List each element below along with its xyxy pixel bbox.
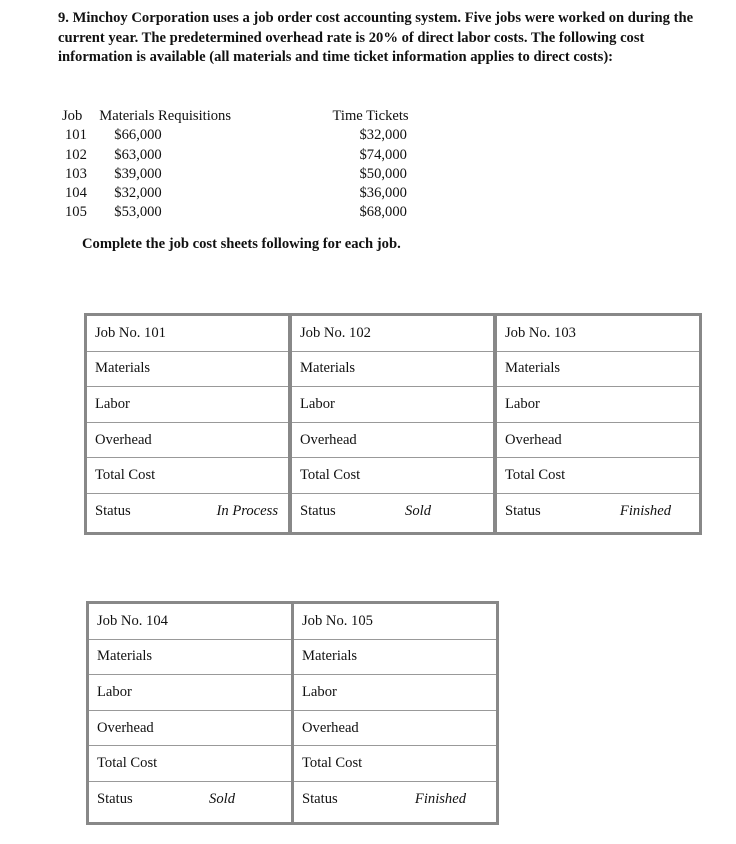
table-row xyxy=(62,165,462,184)
status-value: In Process xyxy=(216,503,278,520)
labor-row[interactable]: Labor xyxy=(292,387,493,423)
materials-value: $39,000 xyxy=(114,165,162,182)
job-number: 102 xyxy=(65,146,87,163)
table-row xyxy=(62,184,462,203)
table-row xyxy=(62,146,462,165)
materials-row[interactable]: Materials xyxy=(497,352,699,388)
time-ticket-value: $50,000 xyxy=(359,165,407,182)
status-label: Status xyxy=(505,503,541,520)
instruction-text: Complete the job cost sheets following for each job. xyxy=(82,236,401,252)
overhead-row[interactable]: Overhead xyxy=(89,711,291,747)
sheet-title: Job No. 103 xyxy=(497,316,699,352)
materials-value: $66,000 xyxy=(114,127,162,144)
header-time-tickets: Time Tickets xyxy=(332,108,409,124)
table-header-row xyxy=(62,107,462,126)
overhead-row[interactable]: Overhead xyxy=(292,423,493,459)
status-row xyxy=(89,782,291,818)
labor-row[interactable]: Labor xyxy=(89,675,291,711)
status-label: Status xyxy=(302,791,338,808)
job-cost-sheet-102 xyxy=(289,313,496,535)
job-cost-sheet-104 xyxy=(86,601,294,825)
header-job: Job xyxy=(62,108,83,124)
job-number: 105 xyxy=(65,204,87,221)
table-row xyxy=(62,126,462,145)
materials-value: $53,000 xyxy=(114,204,162,221)
sheet-title: Job No. 104 xyxy=(89,604,291,640)
overhead-row[interactable]: Overhead xyxy=(294,711,496,747)
job-number: 103 xyxy=(65,165,87,182)
materials-row[interactable]: Materials xyxy=(87,352,288,388)
table-row xyxy=(62,203,462,222)
problem-statement: 9. Minchoy Corporation uses a job order cost accounting system. Five jobs were worked on during the current year. The predetermined overhead rate is 20% of direct labor costs. The following cost information is available (all materials and time ticket information applies to direct costs): xyxy=(58,10,694,65)
time-ticket-value: $74,000 xyxy=(359,146,407,163)
total-cost-row[interactable]: Total Cost xyxy=(87,458,288,494)
total-cost-row[interactable]: Total Cost xyxy=(89,746,291,782)
materials-row[interactable]: Materials xyxy=(294,640,496,676)
job-cost-sheet-101 xyxy=(84,313,291,535)
status-row xyxy=(292,494,493,530)
job-number: 104 xyxy=(65,185,87,202)
overhead-row[interactable]: Overhead xyxy=(497,423,699,459)
labor-row[interactable]: Labor xyxy=(294,675,496,711)
overhead-row[interactable]: Overhead xyxy=(87,423,288,459)
status-value: Sold xyxy=(405,503,431,520)
cost-data-table xyxy=(62,107,462,223)
time-ticket-value: $68,000 xyxy=(359,204,407,221)
status-label: Status xyxy=(300,503,336,520)
status-value: Finished xyxy=(414,791,466,808)
job-cost-sheet-103 xyxy=(494,313,702,535)
labor-row[interactable]: Labor xyxy=(87,387,288,423)
materials-value: $32,000 xyxy=(114,185,162,202)
time-ticket-value: $36,000 xyxy=(359,185,407,202)
materials-value: $63,000 xyxy=(114,146,162,163)
status-row xyxy=(497,494,699,530)
job-number: 101 xyxy=(65,127,87,144)
sheet-title: Job No. 101 xyxy=(87,316,288,352)
time-ticket-value: $32,000 xyxy=(359,127,407,144)
status-label: Status xyxy=(97,791,133,808)
labor-row[interactable]: Labor xyxy=(497,387,699,423)
total-cost-row[interactable]: Total Cost xyxy=(294,746,496,782)
status-value: Sold xyxy=(209,791,235,808)
materials-row[interactable]: Materials xyxy=(89,640,291,676)
total-cost-row[interactable]: Total Cost xyxy=(497,458,699,494)
status-value: Finished xyxy=(619,503,671,520)
status-row xyxy=(87,494,288,530)
status-row xyxy=(294,782,496,818)
sheet-title: Job No. 105 xyxy=(294,604,496,640)
status-label: Status xyxy=(95,503,131,520)
materials-row[interactable]: Materials xyxy=(292,352,493,388)
job-cost-sheet-105 xyxy=(291,601,499,825)
total-cost-row[interactable]: Total Cost xyxy=(292,458,493,494)
sheet-title: Job No. 102 xyxy=(292,316,493,352)
header-materials: Materials Requisitions xyxy=(99,108,232,124)
